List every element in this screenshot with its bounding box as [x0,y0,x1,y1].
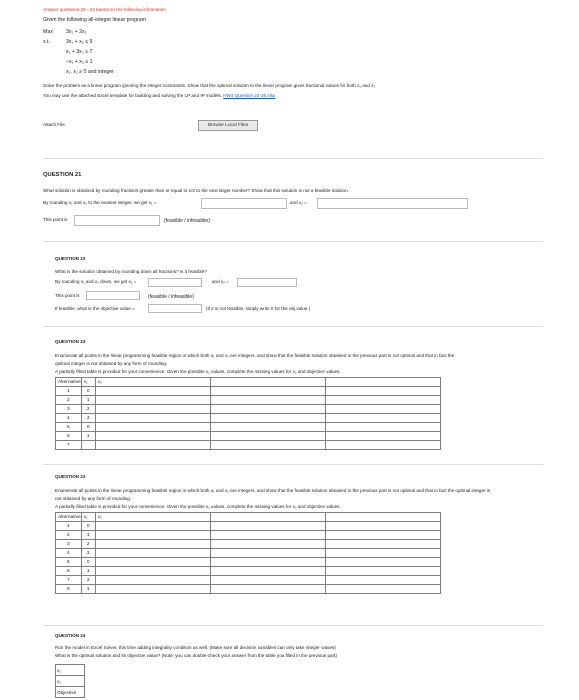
divider [43,158,543,159]
table-row [56,405,441,414]
alternative-cell: 8 [56,585,82,594]
objective-input-cell[interactable] [210,387,325,396]
x1-cell [81,441,95,450]
x2-input-cell[interactable] [95,558,210,567]
objective-input-cell[interactable] [210,441,325,450]
q21-x2-input[interactable] [317,198,468,209]
q21-point-input[interactable] [74,215,160,226]
q23a-line-3: A partially filled table is provided for your convenience. Given the possible x₁ values, complete the missing values for x₂ and objective values. [55,369,341,374]
table-header-cell: Alternative [56,513,82,522]
alternative-cell: 1 [56,387,82,396]
x1-cell: 1 [81,585,95,594]
extra-input-cell[interactable] [325,540,440,549]
alternative-cell: 3 [56,405,82,414]
q22-feasibility-select[interactable]: (feasible / infeasible) [148,294,194,300]
x2-input-cell[interactable] [95,576,210,585]
browse-local-files-button[interactable]: Browse Local Files [198,120,258,131]
table-row [56,665,85,676]
divider [43,241,543,242]
q22-rounding-label: By rounding x₁ and x₂ down, we get x₁ = [55,279,137,284]
x1-cell: 3 [81,549,95,558]
st-label: s.t. [43,39,50,45]
alternative-cell: 6 [56,567,82,576]
objective-input-cell[interactable] [210,423,325,432]
objective-input-cell[interactable] [210,567,325,576]
alternative-cell: 6 [56,432,82,441]
q23b-line-3: A partially filled table is provided for your convenience. Given the possible x₁ values, complete the missing values for x₂ and objective values. [55,504,341,509]
q21-x1-input[interactable] [201,198,287,209]
question-22-title: QUESTION 22 [55,256,86,261]
q24-line-1: Run the model in Excel Solver, this time adding integrality condition as well. (Make sure all decision variables can only take integer values) [55,645,336,650]
excel-template-link[interactable]: HW3 Question 22-26.xlsx [223,93,276,98]
objective-input-cell[interactable] [210,414,325,423]
table-row [56,531,441,540]
q22-objective-label: If feasible, what is the objective value = [55,306,135,311]
x2-input-cell[interactable] [95,540,210,549]
table-header-cell: x₂ [95,513,210,522]
table-header-cell [210,513,325,522]
instruction-line-1: Solve the problem as a linear program ignoring the integer constraints. Show that the optimal solution to the linear program gives fractional values for both x₁ and x₂ [43,83,376,88]
constraint-3: −x₁ + x₂ ≤ 1 [66,59,93,65]
q22-objective-input[interactable] [148,304,202,313]
q22-point-label: This point is [55,293,80,298]
given-text: Given the following all-integer linear program [43,17,146,23]
table-row [56,567,441,576]
extra-input-cell[interactable] [325,396,440,405]
question-22-text: What is the solution obtained by rounding down all fractions? Is it feasible? [55,269,207,274]
q24-solution-table [55,664,85,698]
extra-input-cell[interactable] [325,531,440,540]
x1-cell: 1 [81,531,95,540]
x2-input-cell[interactable] [95,396,210,405]
objective-input-cell[interactable] [210,522,325,531]
alternative-cell: 5 [56,558,82,567]
x1-cell: 0 [81,558,95,567]
x2-input-cell[interactable] [95,549,210,558]
x2-input-cell[interactable] [95,423,210,432]
x1-cell: 0 [81,423,95,432]
objective-input-cell[interactable] [210,585,325,594]
table-header-cell [325,513,440,522]
extra-input-cell[interactable] [325,567,440,576]
q22-point-input[interactable] [86,291,140,300]
objective-input-cell[interactable] [210,540,325,549]
table-header-cell: Alternative [56,378,82,387]
instruction-text: You may use the attached Excel template for building and solving the LP and IP models. [43,93,222,98]
divider [43,326,543,327]
table-row [56,540,441,549]
q23a-line-1: Enumerate all points in the linear programming feasible region in which both x₁ and x₂ are integers, and show that the feasible solution obtained in the previous part is not optimal and that in fact the [55,353,455,358]
table-row [56,423,441,432]
q21-point-label: This point is [43,217,68,222]
table-header-cell [325,378,440,387]
x1-cell: 2 [81,576,95,585]
extra-input-cell[interactable] [325,387,440,396]
table-row [56,558,441,567]
constraint-1: 3x₁ + x₂ ≤ 9 [66,39,93,45]
extra-input-cell[interactable] [325,549,440,558]
objective-input-cell[interactable] [210,549,325,558]
alternative-cell: 4 [56,549,82,558]
alternative-cell: 1 [56,522,82,531]
alternative-cell: 2 [56,396,82,405]
x2-input-cell[interactable] [95,414,210,423]
table-row [56,549,441,558]
table-header-cell: x₂ [95,378,210,387]
extra-input-cell[interactable] [325,414,440,423]
table-row [56,396,441,405]
extra-input-cell[interactable] [325,423,440,432]
question-21-text: What solution is obtained by rounding fractions greater than or equal to 1/2 to the next larger number? Show that this solution is not a feasible solution. [43,188,349,193]
divider [43,464,543,465]
objective-input-cell[interactable] [210,396,325,405]
x1-cell: 1 [81,432,95,441]
x1-cell: 0 [81,522,95,531]
x2-input-cell[interactable] [95,432,210,441]
alternative-cell: 7 [56,576,82,585]
x2-input-cell[interactable] [95,387,210,396]
divider [43,625,543,626]
objective-input-cell[interactable] [210,576,325,585]
x2-input-cell[interactable] [95,441,210,450]
alternative-cell: 2 [56,531,82,540]
x1-cell: 0 [81,387,95,396]
objective-input-cell[interactable] [210,432,325,441]
objective-input-cell[interactable] [210,558,325,567]
table-row [56,585,441,594]
q23b-line-1: Enumerate all points in the linear programming feasible region in which both x₁ and x₂ are integers, and show that the feasible solution obtained in the previous part is not optimal and that in fact the optimal integer is [55,488,491,493]
attach-label: Attach File [43,122,65,127]
q23a-line-2: optimal integer is not obtained by any form of rounding. [55,361,168,366]
table-row [56,432,441,441]
table-header-cell: x₁ [81,513,95,522]
table-row [56,522,441,531]
x1-cell: 3 [81,414,95,423]
q21-rounding-label: By rounding x₁ and x₂ to the nearest integer, we get x₁ = [43,200,157,205]
extra-input-cell[interactable] [325,585,440,594]
solution-label-cell: Objective [56,687,85,698]
q21-feasibility-select[interactable]: (feasible / infeasible) [164,218,210,224]
q21-and-label: and x₂ = [290,200,307,205]
extra-input-cell[interactable] [325,576,440,585]
x2-input-cell[interactable] [95,522,210,531]
x2-input-cell[interactable] [95,405,210,414]
table-row [56,441,441,450]
x1-cell: 1 [81,567,95,576]
x1-cell: 2 [81,405,95,414]
extra-input-cell[interactable] [325,558,440,567]
q23a-enumeration-table [55,377,441,450]
table-row [56,687,85,698]
alternative-cell: 7 [56,441,82,450]
q22-x1-input[interactable] [148,278,202,287]
table-row [56,387,441,396]
instruction-line-2 [43,94,275,99]
section-banner: Answer questions 20 - 24 based on the following information [43,7,166,12]
table-header-cell [210,378,325,387]
question-23-title: QUESTION 23 [55,339,86,344]
objective-input-cell[interactable] [210,405,325,414]
extra-input-cell[interactable] [325,441,440,450]
solution-label-cell: x₂ [56,676,85,687]
q22-and-label: and x₂ = [212,279,229,284]
q22-x2-input[interactable] [237,278,297,287]
alternative-cell: 3 [56,540,82,549]
table-header-row [56,513,441,522]
solution-label-cell: x₁ [56,665,85,676]
extra-input-cell[interactable] [325,432,440,441]
table-row [56,576,441,585]
q23b-enumeration-table [55,512,441,594]
q23b-line-2: not obtained by any form of rounding. [55,496,132,501]
alternative-cell: 4 [56,414,82,423]
x2-input-cell[interactable] [95,585,210,594]
constraint-2: x₁ + 3x₂ ≤ 7 [66,49,93,55]
table-row [56,414,441,423]
constraint-4: x₁, x₂ ≥ 0 and integer [66,69,114,75]
question-23-title-2: QUESTION 23 [55,474,86,479]
extra-input-cell[interactable] [325,405,440,414]
q22-objective-hint: (If it is not feasible, simply write 0 for the obj value.) [206,306,311,311]
x2-input-cell[interactable] [95,531,210,540]
objective-input-cell[interactable] [210,531,325,540]
table-header-cell: x₁ [81,378,95,387]
table-header-row [56,378,441,387]
question-21-title: QUESTION 21 [43,172,82,178]
x1-cell: 1 [81,396,95,405]
question-24-title: QUESTION 24 [55,633,86,638]
max-label: Max [43,29,53,35]
q24-line-2: What is the optimal solution and its objective value? (Note: you can double-check your answer from the table you filled in the previous part) [55,653,337,658]
x2-input-cell[interactable] [95,567,210,576]
extra-input-cell[interactable] [325,522,440,531]
table-row [56,676,85,687]
alternative-cell: 5 [56,423,82,432]
x1-cell: 2 [81,540,95,549]
objective-function: 3x₁ + 2x₂ [66,29,87,35]
